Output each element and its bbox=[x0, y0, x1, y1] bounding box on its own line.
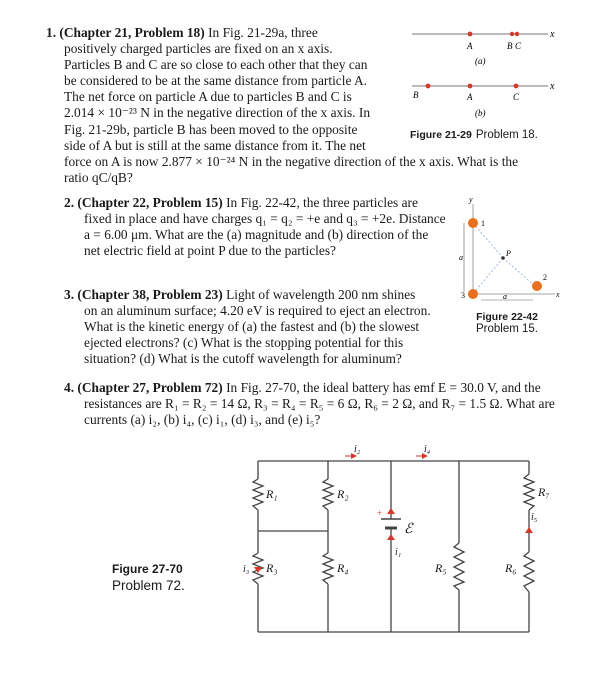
x-axis-label: x bbox=[556, 290, 560, 299]
figure-27-70-caption-bold: Figure 27-70 bbox=[112, 562, 183, 576]
arrow-i3 bbox=[254, 567, 262, 573]
problem-4-text-0: In Fig. 27-70, the ideal battery has emf E = 30.0 V, and the bbox=[226, 380, 541, 395]
problem-2-number: 2. bbox=[64, 195, 75, 210]
problem-1-text-7: side of A but is still at the same distance from it. The net bbox=[64, 137, 366, 153]
charge-1-label: 1 bbox=[481, 219, 485, 228]
battery-plus-sign: + bbox=[377, 508, 383, 518]
problem-2-text-2: a = 6.00 μm. What are the (a) magnitude and (b) direction of the bbox=[84, 227, 429, 243]
figure-22-42-caption-rest: Problem 15. bbox=[475, 323, 538, 335]
label-b-b: B bbox=[413, 90, 419, 100]
figure-27-70-caption bbox=[112, 562, 185, 593]
label-r5: R₅ bbox=[435, 561, 447, 575]
label-i3: i₃ bbox=[243, 564, 250, 575]
label-a-b: A bbox=[467, 92, 473, 102]
label-r4: R₄ bbox=[337, 561, 349, 575]
problem-1-heading: (Chapter 21, Problem 18) bbox=[59, 25, 205, 40]
problem-1-text-6: Fig. 21-29b, particle B has been moved to the opposite bbox=[64, 121, 358, 137]
figure-21-29-caption-rest: Problem 18. bbox=[475, 129, 538, 141]
label-b-a: B bbox=[507, 41, 513, 51]
resistor-r6 bbox=[524, 552, 534, 592]
problem-2-heading: (Chapter 22, Problem 15) bbox=[77, 195, 223, 210]
label-r7: R₇ bbox=[538, 485, 550, 499]
circuit-wires bbox=[258, 461, 529, 632]
problem-1-text-2: Particles B and C are so close to each other that they can bbox=[64, 57, 368, 73]
problem-1-text-8: force on A is now 2.877 × 10⁻²⁴ N in the negative direction of the x axis. What is the bbox=[64, 153, 519, 169]
charge-2-label: 2 bbox=[543, 273, 547, 282]
x-axis-a-label: x bbox=[550, 29, 555, 40]
arrow-i1 bbox=[387, 534, 395, 540]
problem-3-text-0: Light of wavelength 200 nm shines bbox=[226, 287, 416, 302]
problem-1-text-4: The net force on particle A due to particles B and C is bbox=[64, 89, 352, 105]
dimension-a-vertical-label: a bbox=[459, 253, 463, 262]
figure-21-29-caption-bold: Figure 21-29 bbox=[410, 129, 472, 141]
label-a-a: A bbox=[467, 41, 473, 51]
dimension-a-horizontal-label: a bbox=[503, 292, 507, 301]
problem-1-number: 1. bbox=[46, 25, 57, 40]
problem-2-text-1: fixed in place and have charges q₁ = q₂ = +e and q₃ = +2e. Distance bbox=[84, 211, 446, 227]
resistor-r7 bbox=[524, 474, 534, 510]
y-axis-label: y bbox=[469, 196, 473, 204]
problem-4-text-1: resistances are R₁ = R₂ = 14 Ω, R₃ = R₄ = R₅ = 6 Ω, R₆ = 2 Ω, and R₇ = 1.5 Ω. What are bbox=[84, 396, 555, 412]
label-c-b: C bbox=[513, 92, 520, 102]
problem-4-heading: (Chapter 27, Problem 72) bbox=[77, 380, 223, 395]
label-i5: i₅ bbox=[531, 512, 538, 523]
x-axis-b-label: x bbox=[550, 81, 555, 92]
label-i1: i₁ bbox=[395, 547, 402, 558]
label-r6: R₆ bbox=[505, 561, 517, 575]
figure-22-42-caption-bold: Figure 22-42 bbox=[476, 311, 538, 323]
label-i4: i₄ bbox=[424, 444, 431, 455]
resistor-r4 bbox=[323, 553, 333, 584]
label-r1: R₁ bbox=[266, 487, 278, 501]
problem-1-text-0: In Fig. 21-29a, three bbox=[208, 25, 318, 40]
arrow-i5 bbox=[525, 527, 533, 533]
label-c-a: C bbox=[515, 41, 522, 51]
problem-1-text-5: 2.014 × 10⁻²³ N in the negative direction of the x axis. In bbox=[64, 105, 371, 121]
problem-3-text-4: situation? (d) What is the cutoff wavelength for aluminum? bbox=[84, 351, 402, 367]
figure-27-70-caption-rest: Problem 72. bbox=[112, 578, 185, 593]
problem-4-text-2: currents (a) i₂, (b) i₄, (c) i₁, (d) i₃, and (e) i₅? bbox=[84, 412, 321, 428]
resistor-r2 bbox=[323, 479, 333, 510]
problem-4-number: 4. bbox=[64, 380, 75, 395]
panel-b-label: (b) bbox=[475, 108, 486, 118]
problem-3-text-3: ejected electrons? (c) What is the stopping potential for this bbox=[84, 335, 404, 351]
point-p-label: P bbox=[506, 249, 511, 258]
problem-2-text-0: In Fig. 22-42, the three particles are bbox=[226, 195, 418, 210]
problem-3-number: 3. bbox=[64, 287, 75, 302]
label-i2: i₂ bbox=[354, 444, 361, 455]
problem-1-text-9: ratio qC/qB? bbox=[64, 169, 133, 185]
problem-3-heading: (Chapter 38, Problem 23) bbox=[77, 287, 223, 302]
problem-2-text-3: net electric field at point P due to the particles? bbox=[84, 243, 336, 259]
charge-3-label: 3 bbox=[461, 291, 465, 300]
problem-1-text-1: positively charged particles are fixed on an x axis. bbox=[64, 41, 333, 57]
resistor-r5 bbox=[454, 543, 464, 590]
problem-3-text-1: on an aluminum surface; 4.20 eV is required to eject an electron. bbox=[84, 303, 431, 319]
problem-1-text-3: be considered to be at the same distance from particle A. bbox=[64, 73, 368, 89]
problem-3-text-2: What is the kinetic energy of (a) the fastest and (b) the slowest bbox=[84, 319, 420, 335]
resistor-r1 bbox=[253, 479, 263, 510]
panel-a-label: (a) bbox=[475, 56, 486, 66]
arrow-battery bbox=[387, 508, 395, 514]
label-r2: R₂ bbox=[337, 487, 349, 501]
label-r3: R₃ bbox=[266, 561, 278, 575]
battery-emf-label: ℰ bbox=[404, 522, 413, 537]
